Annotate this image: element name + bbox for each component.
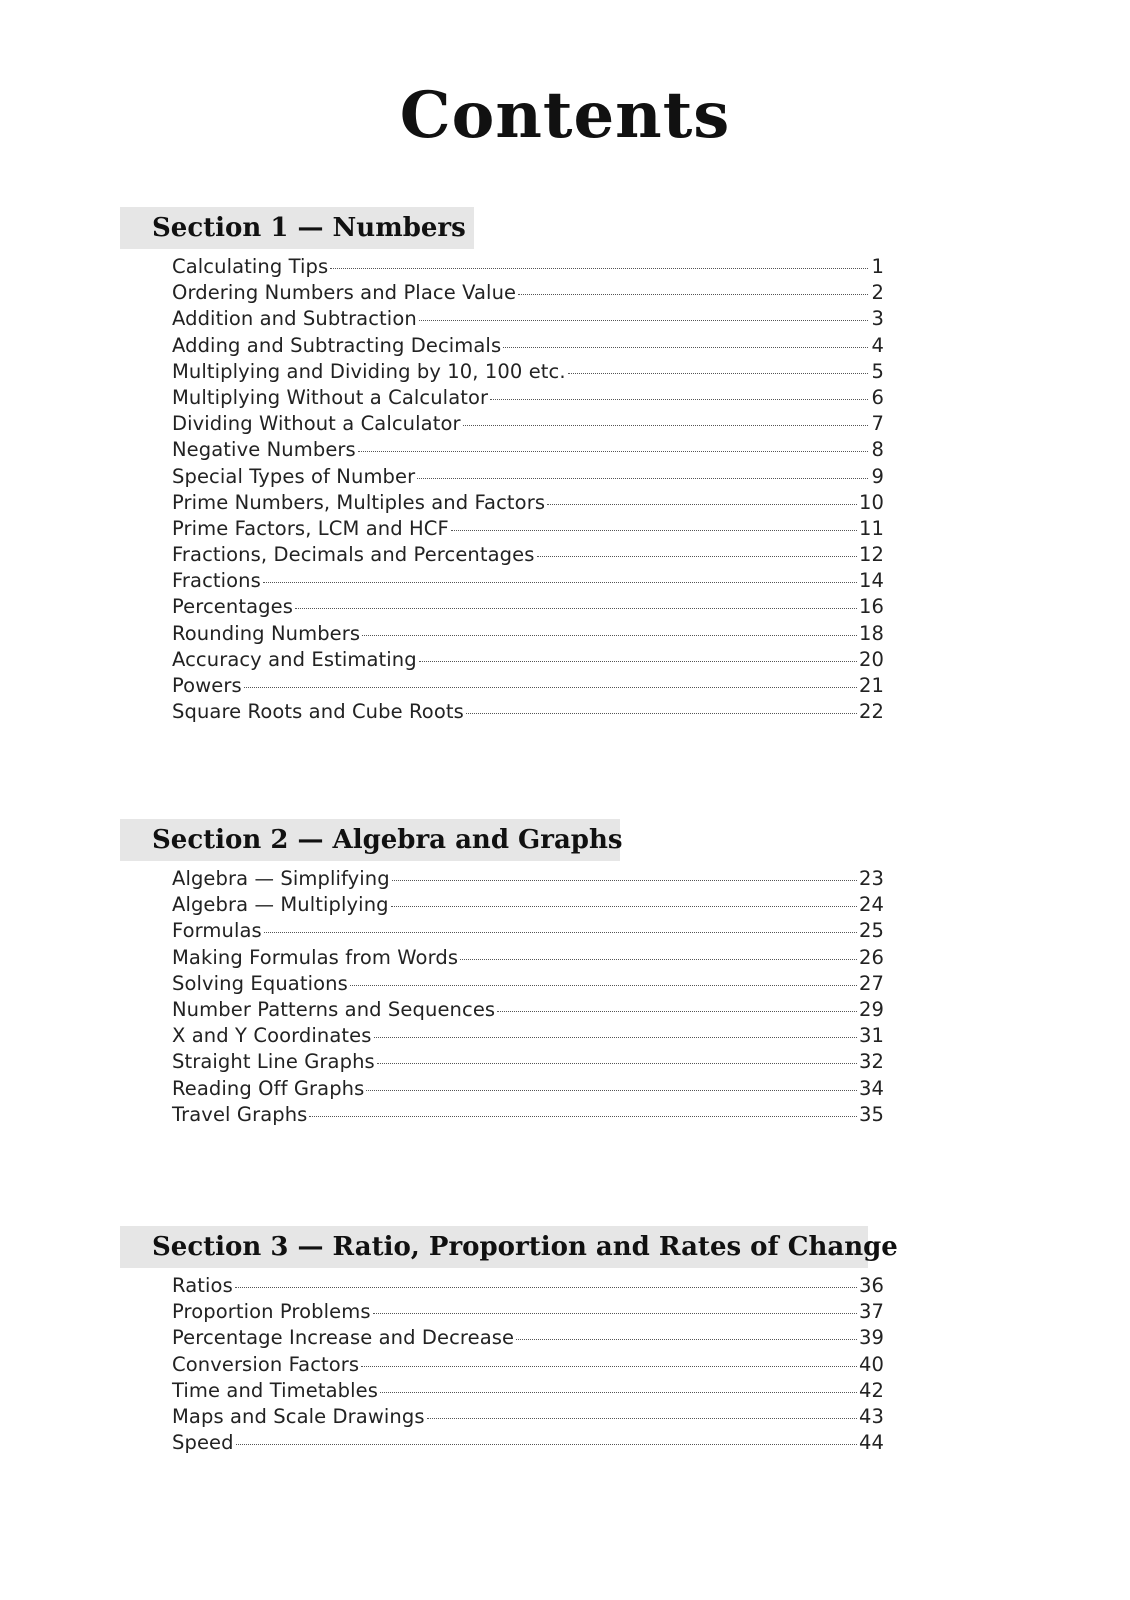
entry-page-number: 6: [871, 385, 884, 409]
entry-page-number: 4: [871, 333, 884, 357]
toc-entry[interactable]: [172, 919, 884, 945]
toc-entry[interactable]: [172, 972, 884, 998]
dot-leader: [350, 985, 857, 986]
entry-page-number: 18: [858, 621, 884, 645]
entry-title: Rounding Numbers: [172, 621, 361, 645]
section-ratio-proportion: [120, 1226, 898, 1457]
entry-page-number: 10: [858, 490, 884, 514]
toc-entry[interactable]: [172, 867, 884, 893]
entry-title: Dividing Without a Calculator: [172, 412, 461, 436]
entry-title: Conversion Factors: [172, 1352, 360, 1376]
dot-leader: [236, 1444, 857, 1445]
entry-title: Calculating Tips: [172, 255, 329, 278]
entry-page-number: 26: [858, 945, 884, 969]
dot-leader: [373, 1313, 857, 1314]
toc-entry[interactable]: [172, 1405, 884, 1431]
entry-list: [172, 255, 884, 726]
entry-title: Multiplying Without a Calculator: [172, 385, 489, 409]
entry-page-number: 21: [858, 674, 884, 697]
entry-title: Travel Graphs: [172, 1102, 308, 1126]
toc-entry[interactable]: [172, 1379, 884, 1405]
dot-leader: [490, 399, 868, 400]
entry-title: Algebra — Simplifying: [172, 867, 390, 890]
toc-entry[interactable]: [172, 700, 884, 726]
entry-page-number: 24: [858, 893, 884, 917]
dot-leader: [460, 959, 857, 960]
entry-page-number: 34: [858, 1076, 884, 1100]
dot-leader: [391, 906, 857, 907]
dot-leader: [466, 713, 857, 714]
toc-entry[interactable]: [172, 1326, 884, 1352]
entry-title: Multiplying and Dividing by 10, 100 etc.: [172, 359, 566, 383]
section-heading: Section 1 — Numbers: [120, 207, 474, 249]
toc-entry[interactable]: [172, 946, 884, 972]
section-algebra-and-graphs: [120, 819, 884, 1129]
toc-entry[interactable]: [172, 491, 884, 517]
toc-entry[interactable]: [172, 360, 884, 386]
toc-entry[interactable]: [172, 1103, 884, 1129]
entry-page-number: 44: [858, 1431, 884, 1455]
dot-leader: [309, 1116, 857, 1117]
toc-entry[interactable]: [172, 648, 884, 674]
dot-leader: [427, 1418, 857, 1419]
dot-leader: [330, 268, 868, 269]
dot-leader: [419, 320, 868, 321]
toc-entry[interactable]: [172, 412, 884, 438]
entry-title: Square Roots and Cube Roots: [172, 700, 464, 724]
dot-leader: [244, 687, 857, 688]
entry-page-number: 1: [871, 255, 884, 278]
section-numbers: [120, 207, 884, 726]
dot-leader: [451, 530, 857, 531]
entry-title: Powers: [172, 674, 242, 697]
toc-entry[interactable]: [172, 1431, 884, 1457]
dot-leader: [362, 635, 857, 636]
toc-entry[interactable]: [172, 255, 884, 281]
toc-entry[interactable]: [172, 517, 884, 543]
dot-leader: [295, 608, 857, 609]
entry-title: X and Y Coordinates: [172, 1024, 372, 1048]
entry-page-number: 39: [858, 1326, 884, 1350]
dot-leader: [358, 451, 868, 452]
entry-title: Ratios: [172, 1274, 233, 1297]
entry-title: Reading Off Graphs: [172, 1076, 365, 1100]
toc-entry[interactable]: [172, 622, 884, 648]
dot-leader: [263, 582, 857, 583]
entry-page-number: 8: [871, 438, 884, 462]
entry-title: Ordering Numbers and Place Value: [172, 281, 517, 305]
toc-entry[interactable]: [172, 998, 884, 1024]
entry-page-number: 42: [858, 1378, 884, 1402]
entry-page-number: 7: [871, 412, 884, 436]
toc-entry[interactable]: [172, 893, 884, 919]
entry-page-number: 27: [858, 971, 884, 995]
entry-page-number: 31: [858, 1024, 884, 1048]
entry-title: Accuracy and Estimating: [172, 647, 417, 671]
toc-entry[interactable]: [172, 1274, 884, 1300]
section-heading: Section 2 — Algebra and Graphs: [120, 819, 620, 861]
entry-title: Straight Line Graphs: [172, 1050, 375, 1074]
entry-page-number: 22: [858, 700, 884, 724]
entry-page-number: 14: [858, 569, 884, 593]
entry-page-number: 37: [858, 1300, 884, 1324]
toc-entry[interactable]: [172, 281, 884, 307]
section-heading: Section 3 — Ratio, Proportion and Rates of Change: [120, 1226, 868, 1268]
dot-leader: [547, 504, 857, 505]
dot-leader: [419, 661, 857, 662]
toc-entry[interactable]: [172, 1077, 884, 1103]
dot-leader: [503, 347, 868, 348]
entry-title: Percentage Increase and Decrease: [172, 1326, 515, 1350]
entry-title: Formulas: [172, 919, 262, 943]
dot-leader: [497, 1011, 857, 1012]
entry-title: Algebra — Multiplying: [172, 893, 389, 917]
entry-title: Time and Timetables: [172, 1378, 378, 1402]
entry-title: Fractions, Decimals and Percentages: [172, 543, 535, 567]
toc-entry[interactable]: [172, 465, 884, 491]
entry-title: Prime Factors, LCM and HCF: [172, 516, 449, 540]
dot-leader: [264, 932, 857, 933]
dot-leader: [235, 1287, 857, 1288]
dot-leader: [516, 1339, 857, 1340]
entry-page-number: 43: [858, 1404, 884, 1428]
toc-entry[interactable]: [172, 1024, 884, 1050]
entry-list: [172, 1274, 884, 1457]
toc-entry[interactable]: [172, 334, 884, 360]
entry-page-number: 5: [871, 359, 884, 383]
entry-page-number: 23: [858, 867, 884, 890]
toc-entry[interactable]: [172, 1300, 884, 1326]
dot-leader: [377, 1063, 857, 1064]
dot-leader: [374, 1037, 857, 1038]
entry-title: Prime Numbers, Multiples and Factors: [172, 490, 546, 514]
entry-page-number: 40: [858, 1352, 884, 1376]
entry-title: Negative Numbers: [172, 438, 356, 462]
toc-entry[interactable]: [172, 1050, 884, 1076]
entry-title: Fractions: [172, 569, 261, 593]
entry-page-number: 3: [871, 307, 884, 331]
dot-leader: [537, 556, 857, 557]
entry-title: Special Types of Number: [172, 464, 416, 488]
entry-title: Speed: [172, 1431, 234, 1455]
toc-entry[interactable]: [172, 438, 884, 464]
dot-leader: [518, 294, 868, 295]
toc-entry[interactable]: [172, 569, 884, 595]
dot-leader: [417, 478, 868, 479]
dot-leader: [568, 373, 868, 374]
entry-title: Making Formulas from Words: [172, 945, 459, 969]
entry-page-number: 9: [871, 464, 884, 488]
toc-entry[interactable]: [172, 307, 884, 333]
entry-page-number: 25: [858, 919, 884, 943]
entry-title: Proportion Problems: [172, 1300, 371, 1324]
dot-leader: [366, 1090, 857, 1091]
entry-page-number: 12: [858, 543, 884, 567]
entry-page-number: 36: [858, 1274, 884, 1297]
dot-leader: [380, 1392, 857, 1393]
entry-page-number: 16: [858, 595, 884, 619]
page-title: Contents: [399, 78, 731, 153]
entry-title: Solving Equations: [172, 971, 348, 995]
entry-list: [172, 867, 884, 1129]
entry-title: Maps and Scale Drawings: [172, 1404, 425, 1428]
entry-page-number: 29: [858, 997, 884, 1021]
entry-title: Number Patterns and Sequences: [172, 997, 496, 1021]
entry-title: Addition and Subtraction: [172, 307, 417, 331]
toc-entry[interactable]: [172, 1353, 884, 1379]
entry-page-number: 35: [858, 1102, 884, 1126]
entry-page-number: 11: [858, 516, 884, 540]
entry-title: Percentages: [172, 595, 293, 619]
toc-entry[interactable]: [172, 674, 884, 700]
dot-leader: [361, 1366, 857, 1367]
toc-entry[interactable]: [172, 543, 884, 569]
entry-page-number: 2: [871, 281, 884, 305]
dot-leader: [392, 880, 857, 881]
entry-title: Adding and Subtracting Decimals: [172, 333, 502, 357]
toc-entry[interactable]: [172, 595, 884, 621]
entry-page-number: 20: [858, 647, 884, 671]
entry-page-number: 32: [858, 1050, 884, 1074]
toc-entry[interactable]: [172, 386, 884, 412]
dot-leader: [463, 425, 868, 426]
